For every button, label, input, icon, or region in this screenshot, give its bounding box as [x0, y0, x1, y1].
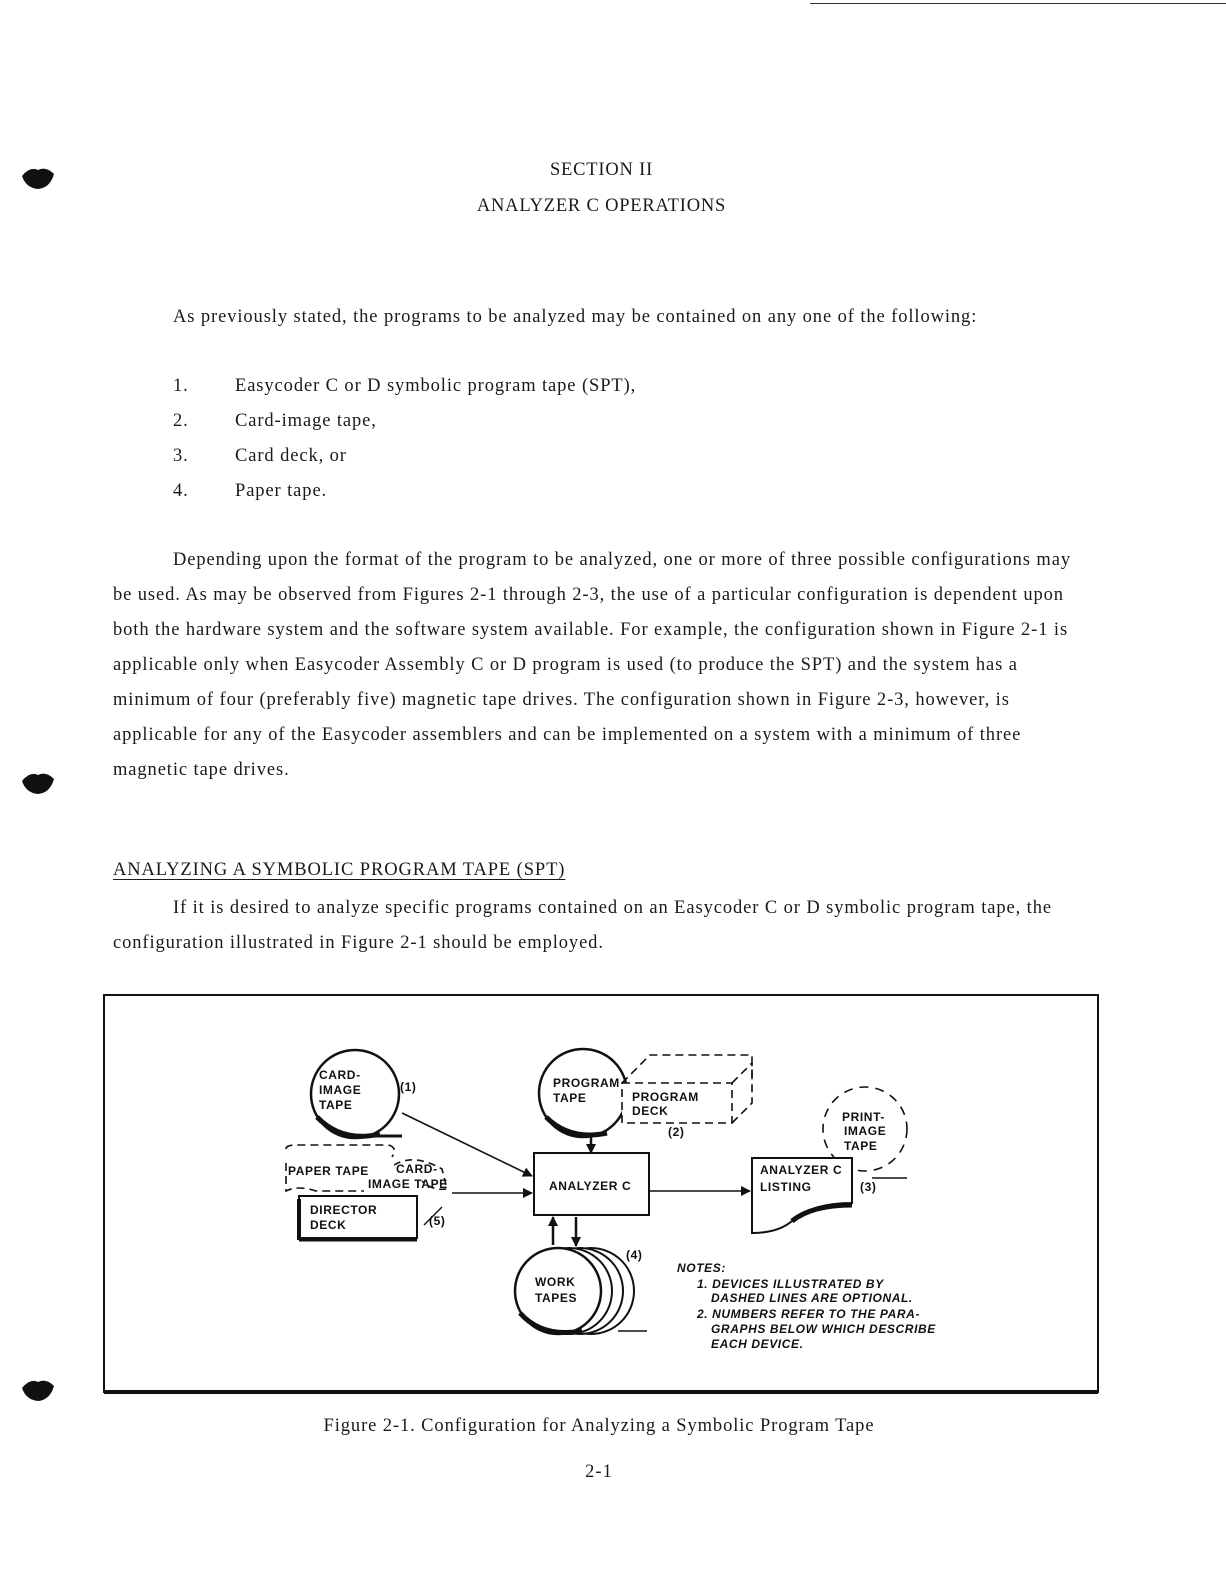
card-image-tape-label: CARD-IMAGE TAPE	[319, 1068, 362, 1112]
paper-tape-label: PAPER TAPE	[288, 1164, 369, 1178]
spt-paragraph	[113, 891, 1093, 961]
print-image-tape-label: PRINT-IMAGE TAPE	[842, 1110, 887, 1153]
binder-hole-mark-middle	[20, 771, 56, 795]
director-deck-label: DIRECTOR DECK	[310, 1203, 378, 1232]
note-line: 1. DEVICES ILLUSTRATED BY	[697, 1277, 884, 1291]
figure-2-1	[102, 993, 1102, 1398]
analyzer-c-listing-ref: (3)	[860, 1180, 877, 1194]
note-line: GRAPHS BELOW WHICH DESCRIBE	[711, 1322, 936, 1336]
note-line: EACH DEVICE.	[711, 1337, 804, 1351]
card-image-tape-optional-label: CARD-IMAGE TAPE	[368, 1162, 448, 1191]
note-line: 2. NUMBERS REFER TO THE PARA-	[697, 1307, 920, 1321]
analyzer-c-box	[534, 1153, 649, 1215]
card-image-tape-ref: (1)	[400, 1080, 417, 1094]
page-title: ANALYZER C OPERATIONS	[476, 196, 727, 216]
note-line: DASHED LINES ARE OPTIONAL.	[711, 1291, 913, 1305]
list-item-text: Paper tape.	[235, 481, 328, 501]
intro-paragraph	[113, 300, 1093, 335]
figure-caption: Figure 2-1. Configuration for Analyzing a Symbolic Program Tape	[323, 1416, 875, 1436]
list-item	[173, 481, 327, 502]
director-deck-ref: (5)	[429, 1214, 446, 1228]
list-item-number: 1.	[173, 376, 189, 396]
binder-hole-mark-bottom	[20, 1378, 56, 1402]
diagram-notes	[677, 1261, 936, 1351]
list-item-number: 3.	[173, 446, 189, 466]
list-item-text: Card-image tape,	[235, 411, 377, 431]
list-item-text: Easycoder C or D symbolic program tape (SPT),	[235, 376, 637, 396]
notes-title: NOTES:	[677, 1261, 726, 1275]
analyzer-c-label: ANALYZER C	[549, 1179, 632, 1193]
list-item-text: Card deck, or	[235, 446, 347, 466]
configuration-paragraph	[113, 543, 1093, 788]
work-tapes-label: WORK TAPES	[535, 1275, 578, 1305]
configuration-text: Depending upon the format of the program to be analyzed, one or more of three possible configurations may be used. As may be observed from Figures 2-1 through 2-3, the use of a particular configuration is dependent upon both the hardware system and the software system available. For example, the configuration shown in Figure 2-1 is applicable only when Easycoder Assembly C or D program is used (to produce the SPT) and the system has a minimum of four (preferably five) magnetic tape drives. The configuration shown in Figure 2-3, however, is applicable for any of the Easycoder assemblers and can be implemented on a system with a minimum of three magnetic tape drives.	[113, 550, 1071, 780]
page-number: 2-1	[585, 1462, 613, 1482]
card-image-tape-reel	[311, 1050, 402, 1138]
program-tape-reel	[539, 1049, 627, 1137]
program-tape-label: PROGRAM TAPE	[553, 1076, 620, 1105]
card-image-tape-optional	[368, 1160, 448, 1191]
spt-text: If it is desired to analyze specific programs contained on an Easycoder C or D symbolic program tape, the configuration illustrated in Figure 2-1 should be employed.	[113, 898, 1052, 953]
program-deck-label: PROGRAM DECK	[632, 1090, 699, 1118]
program-deck	[622, 1055, 752, 1123]
list-item	[173, 411, 377, 432]
list-item	[173, 376, 636, 397]
list-item-number: 2.	[173, 411, 189, 431]
work-tapes-ref: (4)	[626, 1248, 643, 1262]
director-deck	[299, 1196, 417, 1240]
analyzer-c-listing	[752, 1158, 852, 1233]
list-item	[173, 446, 347, 467]
section-heading: SECTION II	[549, 160, 654, 180]
program-deck-ref: (2)	[668, 1125, 685, 1139]
analyzer-c-listing-label: ANALYZER C LISTING	[760, 1163, 843, 1194]
intro-text: As previously stated, the programs to be analyzed may be contained on any one of the following:	[173, 307, 978, 327]
list-item-number: 4.	[173, 481, 189, 501]
subheading: ANALYZING A SYMBOLIC PROGRAM TAPE (SPT)	[113, 860, 566, 880]
scan-top-line	[810, 3, 1226, 4]
configuration-diagram	[102, 993, 1102, 1398]
